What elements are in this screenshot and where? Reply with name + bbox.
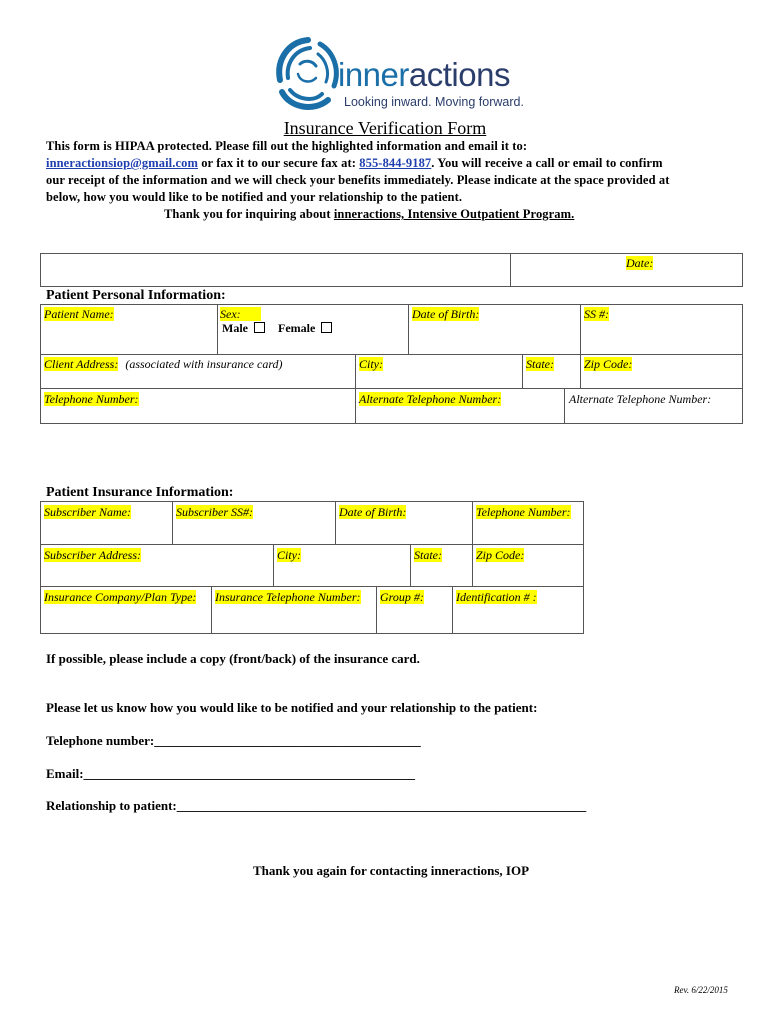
notify-prompt: Please let us know how you would like to be notified and your relationship to the patient:	[46, 700, 538, 715]
date-label: Date:	[626, 256, 654, 270]
row-line	[40, 586, 584, 587]
subscriber-dob-field[interactable]	[339, 505, 406, 520]
subscriber-ss-label: Subscriber SS#:	[176, 505, 253, 519]
subscriber-city-field[interactable]	[277, 548, 301, 563]
insurance-company-label: Insurance Company/Plan Type:	[44, 590, 197, 604]
col-line	[472, 501, 473, 544]
thanks-line	[46, 206, 746, 223]
brand-light: inner	[338, 56, 409, 93]
col-line	[580, 304, 581, 354]
intro-text	[46, 138, 746, 223]
subscriber-state-label: State:	[414, 548, 442, 562]
alt-phone-2-label: Alternate Telephone Number:	[569, 392, 712, 406]
patient-name-label: Patient Name:	[44, 307, 114, 321]
state-field[interactable]	[526, 357, 554, 372]
row-line	[40, 544, 584, 545]
subscriber-telephone-label: Telephone Number:	[476, 505, 571, 519]
col-line	[355, 354, 356, 388]
dob-label: Date of Birth:	[412, 307, 480, 321]
subscriber-dob-label: Date of Birth:	[339, 505, 407, 519]
relationship-field[interactable]: Relationship to patient:_______________________________________________________________	[46, 798, 587, 813]
intro-line-4: below, how you would like to be notified and your relationship to the patient.	[46, 190, 463, 204]
male-label: Male	[222, 321, 248, 335]
form-title: Insurance Verification Form	[283, 118, 487, 138]
thanks-pre: Thank you for inquiring about	[164, 207, 334, 221]
telephone-label: Telephone Number:	[44, 392, 139, 406]
col-line	[408, 304, 409, 354]
col-line	[217, 304, 218, 354]
col-line	[472, 544, 473, 586]
col-line	[273, 544, 274, 586]
swirl-logo-icon	[270, 34, 346, 114]
subscriber-ss-field[interactable]	[176, 505, 253, 520]
identification-field[interactable]	[456, 590, 537, 605]
subscriber-address-field[interactable]	[44, 548, 141, 563]
subscriber-zip-field[interactable]	[476, 548, 524, 563]
zip-label: Zip Code:	[584, 357, 633, 371]
intro-line-2-rest: . You will receive a call or email to confirm	[431, 156, 663, 170]
col-line	[172, 501, 173, 544]
address-note: (associated with insurance card)	[125, 357, 283, 371]
identification-label: Identification # :	[456, 590, 537, 604]
dob-field[interactable]	[412, 307, 479, 322]
city-field[interactable]	[359, 357, 383, 372]
subscriber-name-field[interactable]	[44, 505, 131, 520]
address-label: Client Address:	[44, 357, 119, 371]
email-link[interactable]: inneractionsiop@gmail.com	[46, 156, 198, 170]
insurance-company-field[interactable]	[44, 590, 196, 605]
col-line	[355, 388, 356, 424]
address-field[interactable]	[44, 357, 283, 372]
subscriber-city-label: City:	[277, 548, 301, 562]
insurance-phone-label: Insurance Telephone Number:	[215, 590, 361, 604]
male-checkbox[interactable]	[254, 322, 265, 333]
patient-name-field[interactable]	[44, 307, 114, 322]
subscriber-address-label: Subscriber Address:	[44, 548, 141, 562]
col-line	[376, 586, 377, 634]
date-divider	[510, 253, 511, 287]
female-checkbox[interactable]	[321, 322, 332, 333]
insurance-phone-field[interactable]	[215, 590, 361, 605]
telephone-field[interactable]	[44, 392, 139, 407]
col-line	[580, 354, 581, 388]
sex-options	[222, 321, 332, 336]
intro-line-3: our receipt of the information and we will check your benefits immediately. Please indicate at the space provided at	[46, 173, 670, 187]
city-label: City:	[359, 357, 383, 371]
fax-link[interactable]: 855-844-9187	[359, 156, 432, 170]
date-field[interactable]	[626, 256, 653, 271]
subscriber-state-field[interactable]	[414, 548, 442, 563]
fax-text: or fax it to our secure fax at:	[197, 156, 360, 170]
ss-label: SS #:	[584, 307, 609, 321]
thanks-link: inneractions, Intensive Outpatient Program.	[333, 207, 575, 221]
col-line	[410, 544, 411, 586]
row-line	[40, 388, 743, 389]
alt-phone-label: Alternate Telephone Number:	[359, 392, 502, 406]
col-line	[335, 501, 336, 544]
card-note: If possible, please include a copy (front/back) of the insurance card.	[46, 651, 420, 666]
intro-line-2	[46, 155, 746, 172]
col-line	[452, 586, 453, 634]
intro-line-1: This form is HIPAA protected. Please fill out the highlighted information and email it to:	[46, 139, 528, 153]
alt-phone-field[interactable]	[359, 392, 501, 407]
subscriber-name-label: Subscriber Name:	[44, 505, 131, 519]
ss-field[interactable]	[584, 307, 609, 322]
col-line	[522, 354, 523, 388]
subscriber-zip-label: Zip Code:	[476, 548, 525, 562]
row-line	[40, 354, 743, 355]
email-field[interactable]: Email:___________________________________________________	[46, 766, 416, 781]
insurance-info-table	[40, 501, 584, 634]
group-field[interactable]	[380, 590, 424, 605]
insurance-info-heading: Patient Insurance Information:	[46, 485, 234, 500]
subscriber-telephone-field[interactable]	[476, 505, 571, 520]
group-label: Group #:	[380, 590, 424, 604]
brand-bold: actions	[408, 56, 510, 93]
logo	[270, 34, 524, 114]
state-label: State:	[526, 357, 554, 371]
brand-tagline: Looking inward. Moving forward.	[344, 95, 524, 109]
sex-label: Sex:	[220, 307, 261, 321]
col-line	[564, 388, 565, 424]
col-line	[211, 586, 212, 634]
sex-field	[220, 307, 261, 322]
female-label: Female	[278, 321, 316, 335]
brand-name	[338, 56, 510, 94]
revision-note: Rev. 6/22/2015	[674, 985, 728, 995]
telephone-number-field[interactable]: Telephone number:_________________________________________	[46, 733, 421, 748]
personal-info-heading: Patient Personal Information:	[46, 288, 226, 303]
alt-phone-2-field[interactable]	[569, 392, 711, 407]
zip-field[interactable]	[584, 357, 632, 372]
closing-text: Thank you again for contacting inneractions, IOP	[252, 863, 530, 878]
